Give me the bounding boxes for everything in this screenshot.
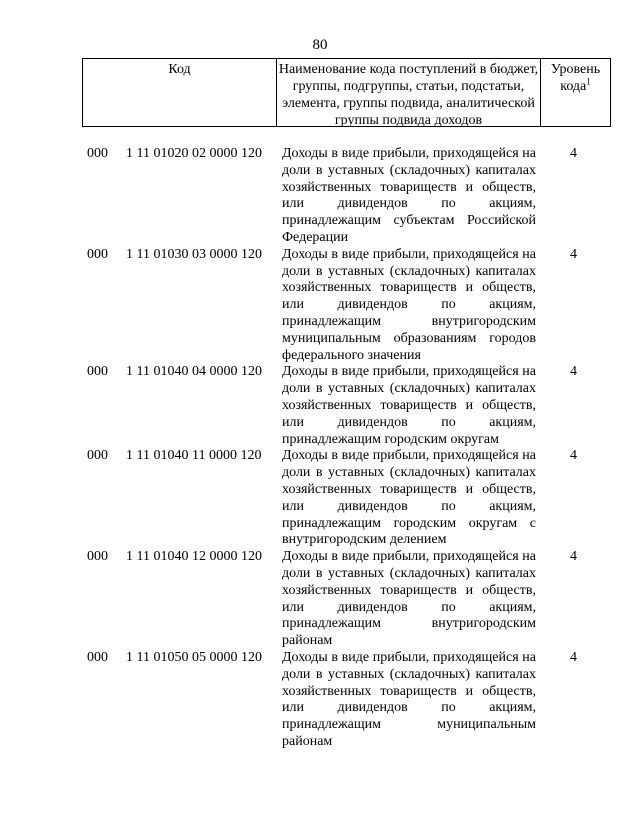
table-row	[0, 448, 640, 549]
row-admin-code: 000	[87, 549, 108, 565]
row-level: 4	[570, 448, 577, 464]
table-header	[82, 58, 611, 127]
row-level: 4	[570, 549, 577, 565]
row-revenue-code: 1 11 01040 12 0000 120	[126, 549, 262, 565]
row-name: Доходы в виде прибыли, приходящейся на доли в уставных (складочных) капиталах хозяйственных товариществ и обществ, или дивидендов по акциям, принадлежащим субъектам Российской Федерации	[282, 146, 536, 245]
header-level	[541, 59, 610, 126]
row-revenue-code: 1 11 01030 03 0000 120	[126, 246, 262, 262]
table-row	[0, 549, 640, 650]
row-name: Доходы в виде прибыли, приходящейся на доли в уставных (складочных) капиталах хозяйственных товариществ и обществ, или дивидендов по акциям, принадлежащим внутригородским районам	[282, 549, 536, 649]
row-name: Доходы в виде прибыли, приходящейся на доли в уставных (складочных) капиталах хозяйственных товариществ и обществ, или дивидендов по акциям, принадлежащим внутригородским муниципальным образованиям городов федерального значения	[282, 246, 536, 363]
table-row	[0, 650, 640, 751]
row-revenue-code: 1 11 01040 04 0000 120	[126, 364, 262, 380]
row-revenue-code: 1 11 01040 11 0000 120	[126, 448, 262, 464]
header-name-label: Наименование кода поступлений в бюджет, группы, подгруппы, статьи, подстатьи, элемента, группы подвида, аналитической группы подвида доходов	[278, 62, 539, 128]
row-admin-code: 000	[87, 448, 108, 464]
row-admin-code: 000	[87, 146, 108, 161]
header-level-label: Уровень кода	[550, 62, 601, 94]
row-name: Доходы в виде прибыли, приходящейся на доли в уставных (складочных) капиталах хозяйственных товариществ и обществ, или дивидендов по акциям, принадлежащим городским округам	[282, 364, 536, 447]
page-number: 80	[312, 37, 328, 53]
table-row	[0, 146, 640, 247]
header-name	[277, 59, 541, 126]
row-revenue-code: 1 11 01050 05 0000 120	[126, 649, 262, 665]
row-level: 4	[570, 649, 577, 665]
row-name: Доходы в виде прибыли, приходящейся на доли в уставных (складочных) капиталах хозяйственных товариществ и обществ, или дивидендов по акциям, принадлежащим городским округам с внутригородским делением	[282, 448, 536, 548]
row-admin-code: 000	[87, 649, 108, 665]
row-revenue-code: 1 11 01020 02 0000 120	[126, 146, 262, 161]
row-admin-code: 000	[87, 364, 108, 380]
header-code	[83, 59, 277, 126]
header-level-footnote: 1	[586, 76, 591, 87]
row-level: 4	[570, 246, 577, 262]
table-body	[0, 146, 640, 751]
row-level: 4	[570, 364, 577, 380]
table-row	[0, 247, 640, 365]
row-admin-code: 000	[87, 246, 108, 262]
row-level: 4	[570, 146, 577, 161]
header-code-label: Код	[168, 62, 191, 77]
table-row	[0, 364, 640, 448]
row-name: Доходы в виде прибыли, приходящейся на доли в уставных (складочных) капиталах хозяйственных товариществ и обществ, или дивидендов по акциям, принадлежащим муниципальным районам	[282, 649, 536, 749]
